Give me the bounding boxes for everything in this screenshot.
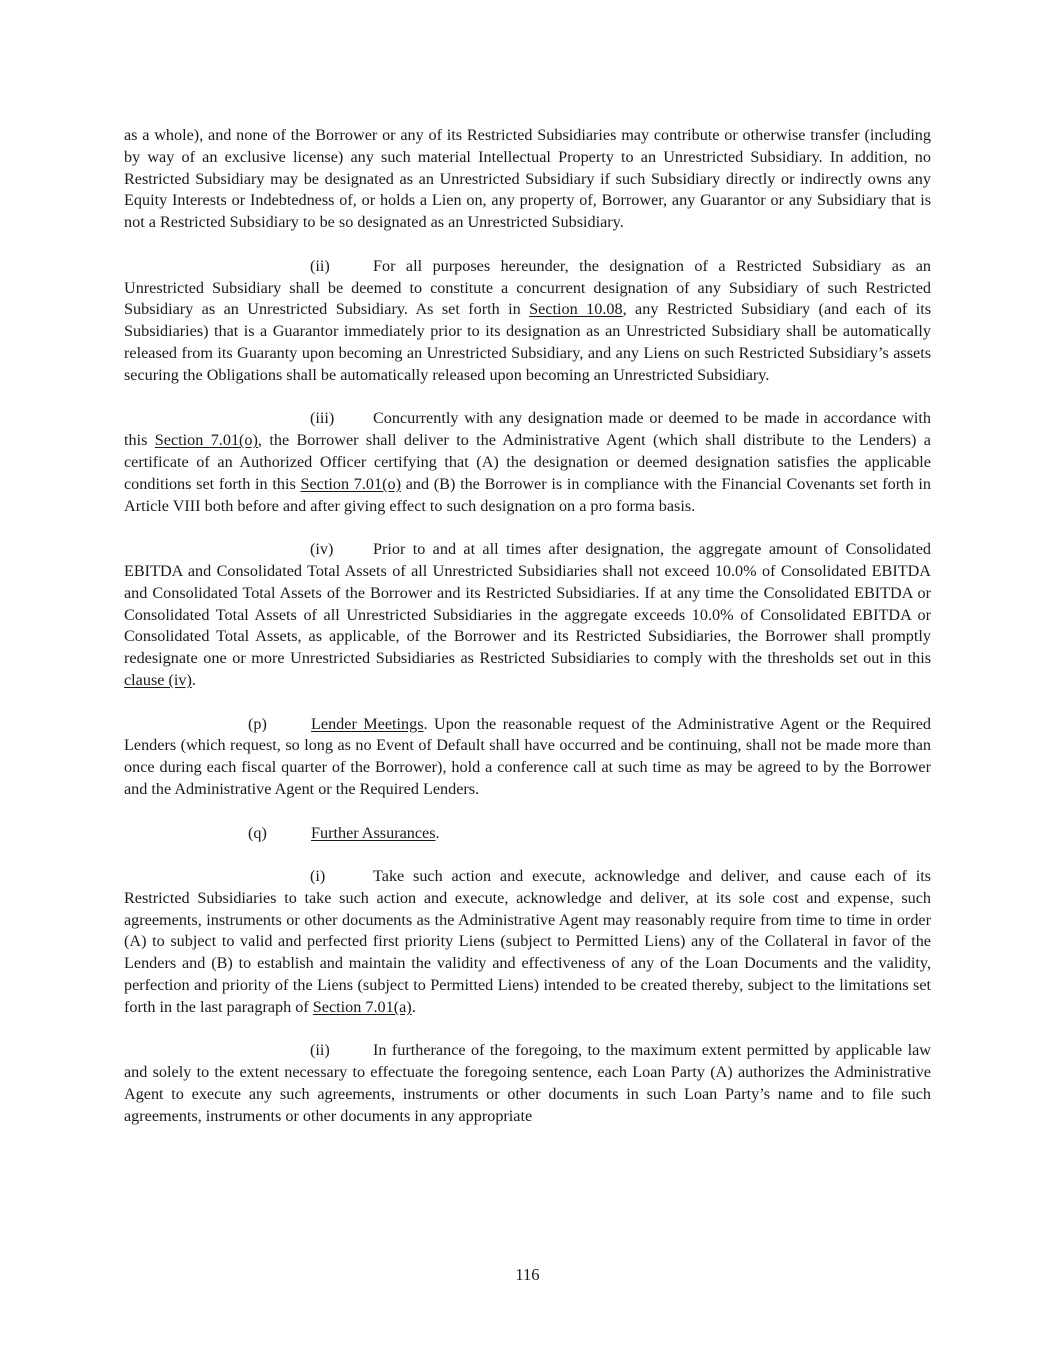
paragraph-o-ii	[124, 256, 931, 387]
paragraph-text: .	[435, 823, 440, 842]
paragraph-q-ii	[124, 1040, 931, 1127]
section-reference: Section 7.01(o)	[300, 474, 401, 493]
document-body	[124, 125, 931, 1128]
paragraph-continuation	[124, 125, 931, 234]
paragraph-text: , any Restricted Subsidiary (and each of its Subsidiaries) that is a Guarantor immediately prior to its designation as an Unrestricted Subsidiary shall be automatically released from its Guaranty upon becoming an Unrestricted Subsidiary, and any Liens on such Restricted Subsidiary’s assets securing the Obligations shall be automatically released upon becoming an Unrestricted Subsidiary.	[124, 300, 931, 384]
paragraph-text: and (B) the Borrower is in compliance with the Financial Covenants set forth in Article VIII both before and after giving effect to such designation on a pro forma basis.	[124, 474, 931, 515]
paragraph-text: Prior to and at all times after designation, the aggregate amount of Consolidated EBITDA and Consolidated Total Assets of all Unrestricted Subsidiaries shall not exceed 10.0% of Consolidated EBITDA and Consolidated Total Assets of the Borrower and its Restricted Subsidiaries. If at any time the Consolidated EBITDA or Consolidated Total Assets of all Unrestricted Subsidiaries in the aggregate exceeds 10.0% of Consolidated EBITDA or Consolidated Total Assets, as applicable, of the Borrower and its Restricted Subsidiaries, the Borrower shall promptly redesignate one or more Unrestricted Subsidiaries as Restricted Subsidiaries to comply with the thresholds set out in this	[124, 540, 931, 668]
section-reference: clause (iv)	[124, 670, 192, 689]
paragraph-text: , the Borrower shall deliver to the Administrative Agent (which shall distribute to the Lenders) a certificate of an Authorized Officer certifying that (A) the designation or deemed designation satisfies the applicable conditions set forth in this	[124, 431, 931, 493]
page-number: 116	[515, 1265, 540, 1284]
clause-label: (ii)	[310, 256, 330, 275]
section-label: (q)	[248, 823, 267, 842]
clause-label: (i)	[310, 867, 326, 886]
clause-label: (ii)	[310, 1041, 330, 1060]
paragraph-text: .	[411, 997, 416, 1016]
section-reference: Section 7.01(a)	[312, 997, 412, 1016]
paragraph-q-i	[124, 866, 931, 1019]
paragraph-o-iii	[124, 408, 931, 517]
paragraph-text: Take such action and execute, acknowledge and deliver, and cause each of its Restricted Subsidiaries to take such action and execute, acknowledge and deliver, at its sole cost and expense, such agreements, instruments or other documents as the Administrative Agent may reasonably require from time to time in order (A) to subject to valid and perfected first priority Liens (subject to Permitted Liens) any of the Collateral in favor of the Lenders and (B) to establish and maintain the validity and effectiveness of any of the Loan Documents and the validity, perfection and priority of the Liens (subject to Permitted Liens) intended to be created thereby, subject to the limitations set forth in the last paragraph of	[124, 867, 931, 1016]
section-heading: Lender Meetings	[311, 714, 424, 733]
paragraph-o-iv	[124, 539, 931, 692]
paragraph-p-lender-meetings	[124, 714, 931, 801]
paragraph-text: as a whole), and none of the Borrower or any of its Restricted Subsidiaries may contribute or otherwise transfer (including by way of an exclusive license) any such material Intellectual Property to an Unrestricted Subsidiary. In addition, no Restricted Subsidiary may be designated as an Unrestricted Subsidiary if such Subsidiary directly or indirectly owns any Equity Interests or Indebtedness of, or holds a Lien on, any property of, Borrower, any Guarantor or any Subsidiary that is not a Restricted Subsidiary to be so designated as an Unrestricted Subsidiary.	[124, 126, 931, 232]
paragraph-text: For all purposes hereunder, the designation of a Restricted Subsidiary as an Unrestricted Subsidiary shall be deemed to constitute a concurrent designation of any Subsidiary of such Restricted Subsidiary as an Unrestricted Subsidiary. As set forth in	[124, 256, 931, 319]
paragraph-q-further-assurances	[124, 823, 931, 845]
paragraph-text: Concurrently with any designation made or deemed to be made in accordance with this	[124, 409, 931, 450]
section-reference: Section 7.01(o)	[154, 431, 258, 450]
section-reference: Section 10.08	[529, 300, 623, 319]
section-heading: Further Assurances	[311, 823, 436, 842]
clause-label: (iii)	[310, 409, 335, 428]
paragraph-text: In furtherance of the foregoing, to the maximum extent permitted by applicable law and solely to the extent necessary to effectuate the foregoing sentence, each Loan Party (A) authorizes the Administrative Agent to execute any such agreements, instruments or other documents in such Loan Party’s name and to file such agreements, instruments or other documents in any appropriate	[124, 1041, 931, 1125]
clause-label: (iv)	[310, 540, 334, 559]
paragraph-text: .	[191, 670, 196, 689]
section-label: (p)	[248, 714, 267, 733]
paragraph-text: . Upon the reasonable request of the Administrative Agent or the Required Lenders (which request, so long as no Event of Default shall have occurred and be continuing, shall not be made more than once during each fiscal quarter of the Borrower), hold a conference call at such time as may be agreed to by the Borrower and the Administrative Agent or the Required Lenders.	[124, 714, 932, 798]
